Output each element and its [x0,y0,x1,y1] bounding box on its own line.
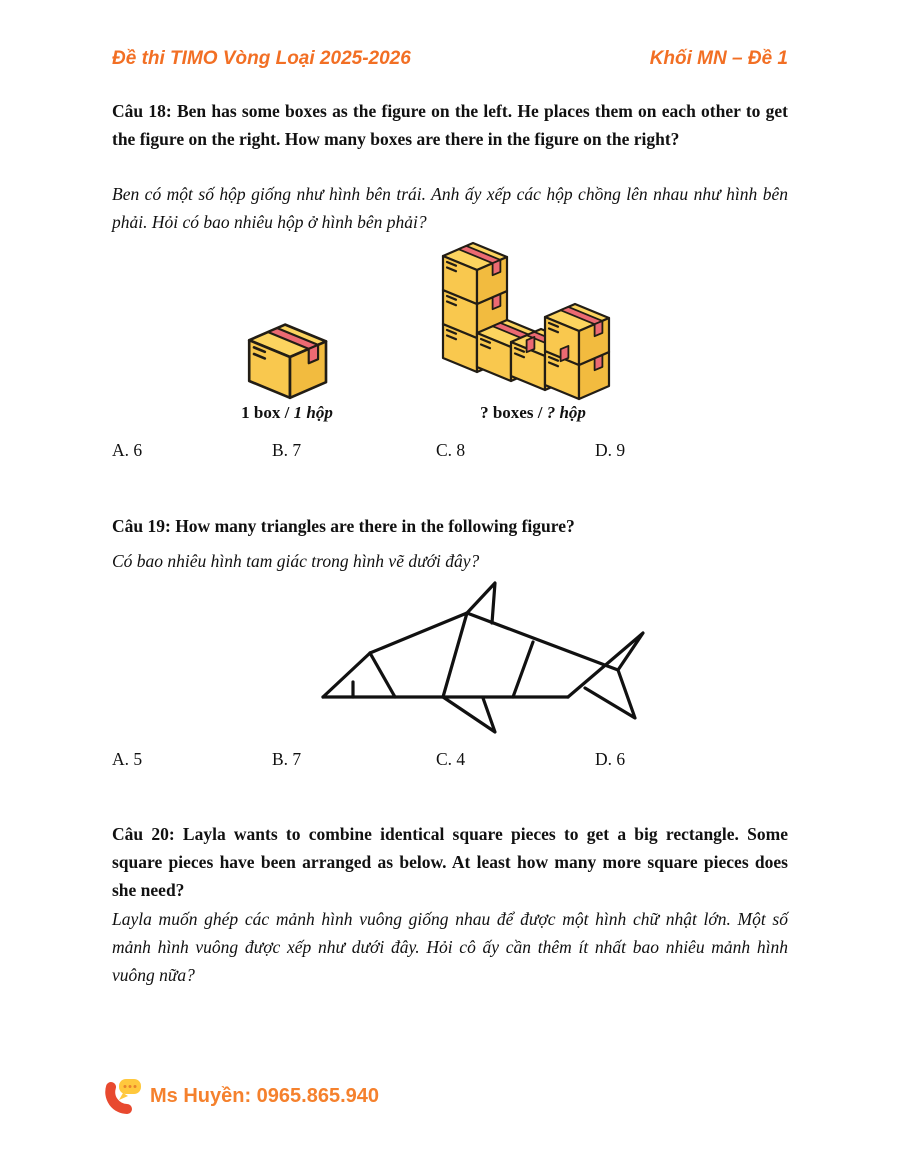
footer-contact: Ms Huyền: 0965.865.940 [150,1084,380,1107]
q19-answer-b: B. 7 [272,749,302,769]
caption-left-en: 1 box / [241,403,290,422]
triangles-fish-figure [315,576,650,738]
q18-answer-b: B. 7 [272,440,302,460]
question-19-translation: Có bao nhiêu hình tam giác trong hình vẽ dưới đây? [112,551,480,571]
figure-caption-left [217,403,357,423]
figure-caption-right [453,403,613,423]
boxes-figure [220,238,660,410]
stacked-boxes [443,243,609,399]
phone-icon [100,1078,142,1114]
q18-answer-c: C. 8 [436,440,466,460]
question-19-heading: Câu 19: How many triangles are there in the following figure? [112,516,575,536]
caption-right-en: ? boxes / [480,403,543,422]
question-20-heading: Câu 20: Layla wants to combine identical square pieces to get a big rectangle. Some square pieces have been arranged as below. At least how many more square pieces does she need? [112,824,788,900]
q19-answer-a: A. 5 [112,749,143,769]
caption-right-vi: ? hộp [546,403,586,422]
question-20-translation: Layla muốn ghép các mảnh hình vuông giống nhau để được một hình chữ nhật lớn. Một số mảnh hình vuông được xếp như dưới đây. Hỏi cô ấy cần thêm ít nhất bao nhiêu mảnh hình vuông nữa? [112,909,788,985]
footer [100,1078,379,1118]
header-title-left: Đề thi TIMO Vòng Loại 2025-2026 [112,48,411,69]
caption-left-vi: 1 hộp [293,403,333,422]
q18-answer-d: D. 9 [595,440,626,460]
q19-answer-c: C. 4 [436,749,466,769]
q19-answer-d: D. 6 [595,749,626,769]
single-box [249,325,326,398]
question-18-heading: Câu 18: Ben has some boxes as the figure on the left. He places them on each other to get the figure on the right. How many boxes are there in the figure on the right? [112,101,788,149]
question-18-translation: Ben có một số hộp giống như hình bên trái. Anh ấy xếp các hộp chồng lên nhau như hình bên phải. Hỏi có bao nhiêu hộp ở hình bên phải? [112,184,788,232]
q18-answer-a: A. 6 [112,440,143,460]
header-title-right: Khối MN – Đề 1 [649,48,788,69]
